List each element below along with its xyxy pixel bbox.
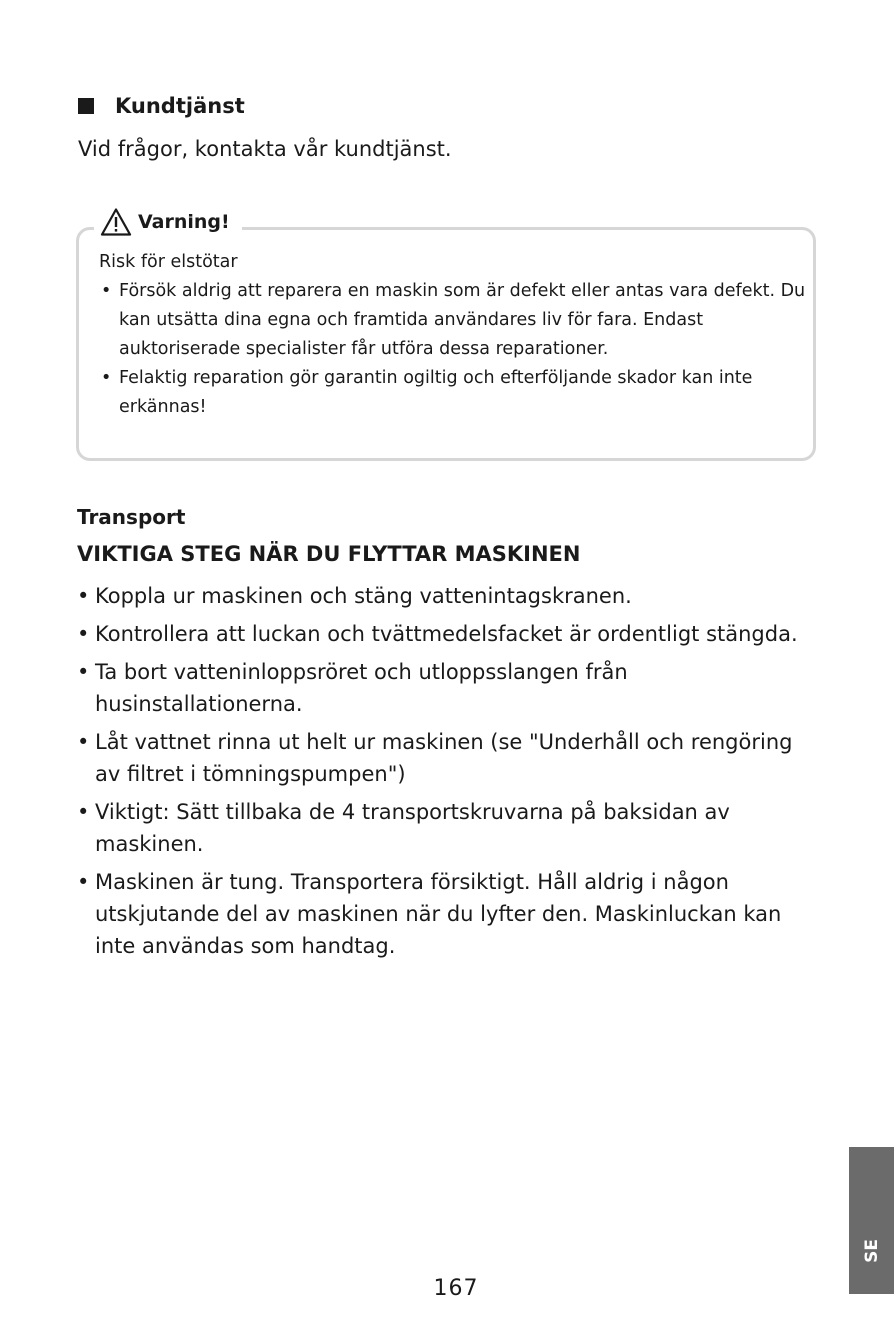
customer-service-heading — [78, 92, 245, 120]
transport-step: • Viktigt: Sätt tillbaka de 4 transportskruvarna på baksidan av maskinen. — [77, 796, 822, 860]
warning-item: • Felaktig reparation gör garantin ogiltig och efterföljande skador kan inte erkännas! — [99, 364, 814, 422]
page-number: 167 — [433, 1276, 479, 1301]
language-tab-label: SE — [861, 1239, 882, 1263]
customer-service-text: Vid frågor, kontakta vår kundtjänst. — [78, 137, 452, 161]
warning-item: • Försök aldrig att reparera en maskin som är defekt eller antas vara defekt. Du kan utsätta dina egna och framtida användares liv för fara. Endast auktoriserade specialister får utföra dessa reparationer. — [99, 277, 814, 364]
transport-step: • Kontrollera att luckan och tvättmedelsfacket är ordentligt stängda. — [77, 618, 822, 650]
warning-content — [99, 248, 814, 422]
transport-steps-list — [77, 580, 822, 968]
square-bullet-icon — [78, 98, 94, 114]
warning-triangle-icon — [100, 207, 132, 237]
customer-service-title: Kundtjänst — [115, 94, 245, 118]
transport-step: • Ta bort vatteninloppsröret och utloppsslangen från husinstallationerna. — [77, 656, 822, 720]
warning-list — [99, 277, 814, 422]
transport-title: Transport — [77, 505, 186, 529]
warning-title-text: Varning! — [138, 211, 230, 233]
warning-lead: Risk för elstötar — [99, 252, 238, 272]
language-tab — [849, 1147, 894, 1294]
transport-step: • Låt vattnet rinna ut helt ur maskinen (se "Underhåll och rengöring av filtret i tömningspumpen") — [77, 726, 822, 790]
warning-title — [94, 207, 242, 237]
transport-subtitle: VIKTIGA STEG NÄR DU FLYTTAR MASKINEN — [77, 542, 581, 566]
transport-step: • Koppla ur maskinen och stäng vattenintagskranen. — [77, 580, 822, 612]
transport-step: • Maskinen är tung. Transportera försiktigt. Håll aldrig i någon utskjutande del av maskinen när du lyfter den. Maskinluckan kan inte användas som handtag. — [77, 866, 822, 962]
